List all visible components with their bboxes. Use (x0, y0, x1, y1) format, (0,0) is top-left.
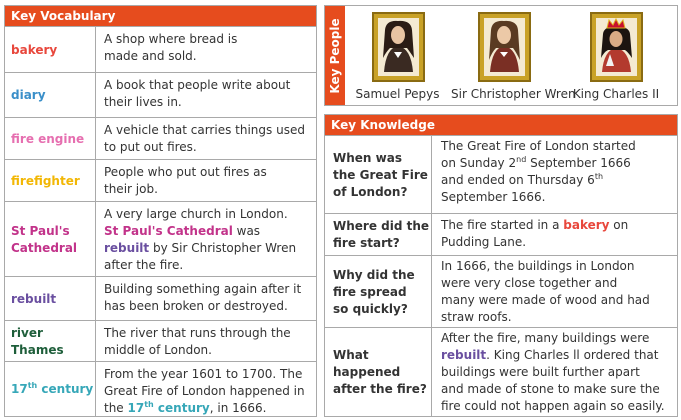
answer-line (441, 217, 673, 234)
vocab-term: firefighter (5, 160, 96, 202)
def-line: made and sold. (104, 49, 197, 63)
vocab-term: fire engine (5, 118, 96, 160)
answer-text: and ended on Thursday 6 (441, 173, 595, 187)
portrait-charles-icon (598, 18, 635, 72)
answer-text: The fire started in a (441, 218, 564, 232)
knowledge-answer (441, 138, 673, 206)
knowledge-question (325, 256, 432, 328)
term-part: 17 (11, 382, 28, 396)
vocab-term (5, 321, 96, 362)
answer-line: straw roofs. (441, 310, 512, 324)
answer-line: September 1666. (441, 190, 546, 204)
answer-sup: nd (516, 155, 527, 164)
vocab-term (5, 362, 96, 417)
def-line: A vehicle that carries things used (104, 123, 305, 137)
answer-line: fire could not happen again so easily. (441, 399, 665, 413)
term-line: St Paul's (11, 223, 70, 238)
question-line: Where did the (333, 219, 430, 233)
highlight-century: century (153, 401, 210, 415)
def-line: middle of London. (104, 343, 212, 357)
def-line (104, 400, 310, 417)
term-part: century (37, 382, 94, 396)
vocab-row-firefighter (5, 159, 316, 202)
vocab-definition (104, 206, 310, 274)
knowledge-question (325, 328, 432, 417)
highlight-bakery: bakery (563, 218, 610, 232)
vocab-definition (104, 281, 310, 315)
portrait-pepys (378, 18, 419, 76)
key-knowledge-panel (324, 114, 678, 417)
answer-text: on Sunday 2 (441, 156, 517, 170)
vocab-row-diary (5, 72, 316, 118)
question-line: the Great Fire (333, 167, 428, 182)
portrait-frame (590, 12, 643, 82)
def-line: after the fire. (104, 258, 184, 272)
vocab-term (5, 202, 96, 277)
knowledge-answer (441, 330, 673, 415)
def-line: From the year 1601 to 1700. The (104, 367, 303, 381)
def-line: The river that runs through the (104, 326, 291, 340)
question-line: fire spread (333, 284, 407, 299)
def-line: A shop where bread is (104, 32, 238, 46)
answer-line (441, 347, 673, 364)
portrait-charles (596, 18, 637, 76)
question-line: after the fire? (333, 382, 427, 396)
def-text: , in 1666. (209, 401, 267, 415)
knowledge-question (325, 214, 432, 256)
def-line: Building something again after it (104, 282, 302, 296)
vocab-row-rebuilt (5, 276, 316, 321)
def-text: was (232, 224, 261, 238)
answer-line: and made of stone to make sure the (441, 382, 660, 396)
answer-line: In 1666, the buildings in London (441, 259, 635, 273)
answer-line (441, 172, 673, 189)
answer-text: September 1666 (526, 156, 631, 170)
def-text: by Sir Christopher Wren (149, 241, 297, 255)
question-line: What (333, 348, 369, 362)
key-people-sidebar (325, 6, 345, 105)
portrait-wren (484, 18, 525, 76)
key-knowledge-title: Key Knowledge (325, 115, 677, 135)
answer-line (441, 155, 673, 172)
vocab-definition (104, 325, 310, 359)
answer-line: Pudding Lane. (441, 235, 527, 249)
answer-text: on (609, 218, 629, 232)
answer-line: After the fire, many buildings were (441, 331, 650, 345)
answer-text: . King Charles ll ordered that (486, 348, 659, 362)
vocab-row-st-pauls (5, 201, 316, 277)
vocab-definition (104, 77, 310, 111)
answer-line: The Great Fire of London started (441, 139, 636, 153)
person-samuel-pepys (345, 6, 450, 105)
knowledge-row-after (325, 327, 677, 417)
def-line: to put out fires. (104, 140, 197, 154)
key-vocabulary-title: Key Vocabulary (5, 6, 316, 26)
vocab-definition (104, 164, 310, 198)
highlight-rebuilt: rebuilt (104, 241, 150, 255)
knowledge-row-why (325, 255, 677, 328)
key-people-title: Key People (328, 17, 342, 94)
portrait-frame (372, 12, 425, 82)
knowledge-row-where (325, 213, 677, 256)
vocab-row-17th-century (5, 361, 316, 417)
term-line: river (11, 325, 43, 340)
portrait-pepys-icon (380, 18, 417, 72)
person-name: King Charles II (572, 87, 660, 101)
knowledge-question (325, 136, 432, 214)
knowledge-answer (441, 258, 673, 326)
question-line: so quickly? (333, 301, 408, 316)
key-people-panel (324, 5, 678, 106)
def-line (104, 223, 310, 240)
vocab-term: bakery (5, 27, 96, 73)
def-line: People who put out fires as (104, 165, 267, 179)
answer-line: many were made of wood and had (441, 293, 650, 307)
knowledge-row-when (325, 135, 677, 214)
def-line: A book that people write about (104, 78, 291, 92)
vocab-term: diary (5, 73, 96, 118)
vocab-term: rebuilt (5, 277, 96, 321)
answer-sup: th (594, 172, 604, 181)
def-line: has been broken or destroyed. (104, 299, 288, 313)
def-line: their job. (104, 182, 158, 196)
question-line: Why did the (333, 267, 415, 282)
question-line: fire start? (333, 236, 400, 250)
def-line: Great Fire of London happened in (104, 384, 305, 398)
vocab-row-bakery (5, 26, 316, 73)
vocab-row-river-thames (5, 320, 316, 362)
person-name: Samuel Pepys (355, 87, 440, 101)
answer-line: were very close together and (441, 276, 618, 290)
vocab-definition (104, 366, 310, 417)
def-line (104, 240, 310, 257)
person-king-charles (557, 6, 675, 105)
highlight-17th: 17 (127, 401, 145, 415)
portrait-wren-icon (486, 18, 523, 72)
vocab-row-fire-engine (5, 117, 316, 160)
term-line: Cathedral (11, 240, 78, 255)
key-vocabulary-panel (4, 5, 317, 417)
term-line: Thames (11, 342, 64, 357)
highlight-rebuilt: rebuilt (441, 348, 487, 362)
highlight-st-pauls: St Paul's Cathedral (104, 224, 233, 238)
vocab-definition (104, 31, 310, 65)
question-line: of London? (333, 184, 408, 199)
person-name: Sir Christopher Wren (451, 87, 576, 101)
knowledge-answer (441, 217, 673, 251)
highlight-sup: th (144, 400, 154, 409)
question-line: happened (333, 365, 401, 379)
question-line: When was (333, 150, 402, 165)
portrait-frame (478, 12, 531, 82)
def-line: their lives in. (104, 95, 182, 109)
def-text: the (104, 401, 128, 415)
answer-line: buildings were built further apart (441, 365, 640, 379)
vocab-definition (104, 122, 310, 156)
person-christopher-wren (451, 6, 576, 105)
term-sup: th (27, 381, 38, 390)
def-line: A very large church in London. (104, 207, 288, 221)
